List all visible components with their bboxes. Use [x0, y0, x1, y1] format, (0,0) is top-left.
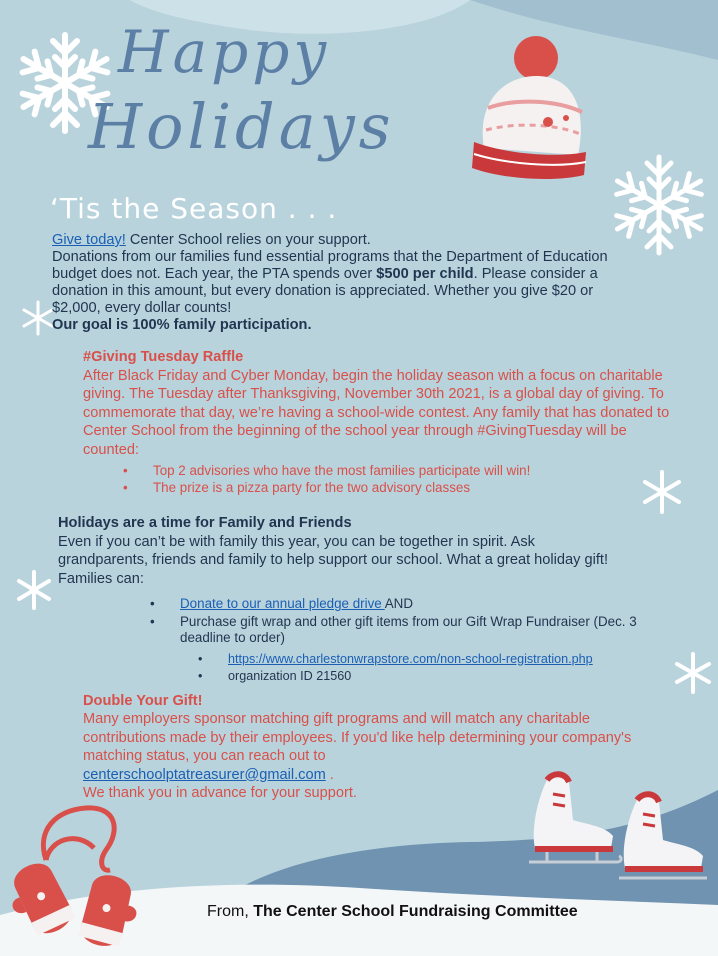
raffle-heading: #Giving Tuesday Raffle	[83, 349, 244, 365]
bullet: •	[198, 669, 203, 683]
snowflake-icon	[20, 300, 56, 336]
pledge-drive-link[interactable]: Donate to our annual pledge drive	[180, 596, 385, 611]
raffle-section	[83, 348, 683, 496]
donate-list	[150, 596, 670, 686]
double-gift-heading: Double Your Gift!	[83, 693, 203, 709]
family-section	[58, 514, 618, 588]
double-gift-body: Many employers sponsor matching gift programs and will match any charitable contributions made by their employees. If you'd like help determining your company's matching status, you can reach out to	[83, 711, 632, 765]
ice-skates-icon	[525, 770, 715, 880]
title-holidays: Holidays	[88, 90, 395, 163]
intro-paragraph	[52, 232, 642, 334]
raffle-bullets	[83, 462, 683, 496]
list-item: • The prize is a pizza party for the two advisory classes	[153, 479, 683, 496]
snowflake-icon	[14, 570, 54, 610]
give-today-link[interactable]: Give today!	[52, 232, 126, 248]
thanks-text: We thank you in advance for your support.	[83, 785, 357, 802]
mittens-icon	[6, 800, 146, 950]
bullet: •	[198, 651, 203, 666]
organization-id: organization ID 21560	[228, 669, 352, 683]
raffle-body: After Black Friday and Cyber Monday, begin the holiday season with a focus on charitable giving. The Tuesday after Thanksgiving, November 30th 2021, is a global day of giving. To commemorate that day, we’re having a school-wide contest. Any family that has donated to Center School from the beginning of the school year through #GivingTuesday will be counted:	[83, 367, 670, 458]
list-item	[150, 614, 670, 647]
season-heading: ‘Tis the Season . . .	[50, 192, 338, 225]
wrap-store-link[interactable]: https://www.charlestonwrapstore.com/non-school-registration.php	[228, 651, 593, 666]
intro-body-post: . Please consider a donation in this amount, but every donation is appreciated. Whether you give $20 or $2,000, every dollar counts!	[52, 266, 598, 316]
winter-hat-icon	[466, 30, 596, 180]
list-item	[198, 651, 670, 668]
family-body: Even if you can’t be with family this year, you can be together in spirit. Ask grandparents, friends and family to help support our school. What a great holiday gift! Families can:	[58, 533, 609, 587]
treasurer-email-link[interactable]: centerschoolptatreasurer@gmail.com	[83, 766, 326, 783]
intro-body-pre: Donations from our families fund essential programs that the Department of Education budget does not. Each year, the PTA spends over	[52, 249, 608, 282]
family-heading: Holidays are a time for Family and Friends	[58, 515, 352, 531]
snowflake-icon	[672, 652, 714, 694]
footer-from: From,	[207, 903, 254, 920]
footer-signature	[207, 903, 578, 921]
amount-per-child: $500 per child	[376, 266, 474, 282]
gift-wrap-text: Purchase gift wrap and other gift items from our Gift Wrap Fundraiser (Dec. 3 deadline to order)	[180, 613, 637, 645]
list-item	[198, 668, 670, 685]
bullet: •	[150, 596, 155, 611]
list-item	[150, 596, 670, 613]
list-item: • Top 2 advisories who have the most families participate will win!	[153, 462, 683, 479]
bullet: •	[150, 613, 155, 629]
intro-line1: Center School relies on your support.	[125, 232, 371, 248]
gift-wrap-sublist	[198, 651, 670, 685]
pledge-suffix: AND	[384, 596, 414, 611]
footer-org: The Center School Fundraising Committee	[253, 903, 578, 920]
email-suffix: .	[325, 766, 334, 783]
title-happy: Happy	[118, 18, 331, 86]
participation-goal: Our goal is 100% family participation.	[52, 317, 312, 333]
